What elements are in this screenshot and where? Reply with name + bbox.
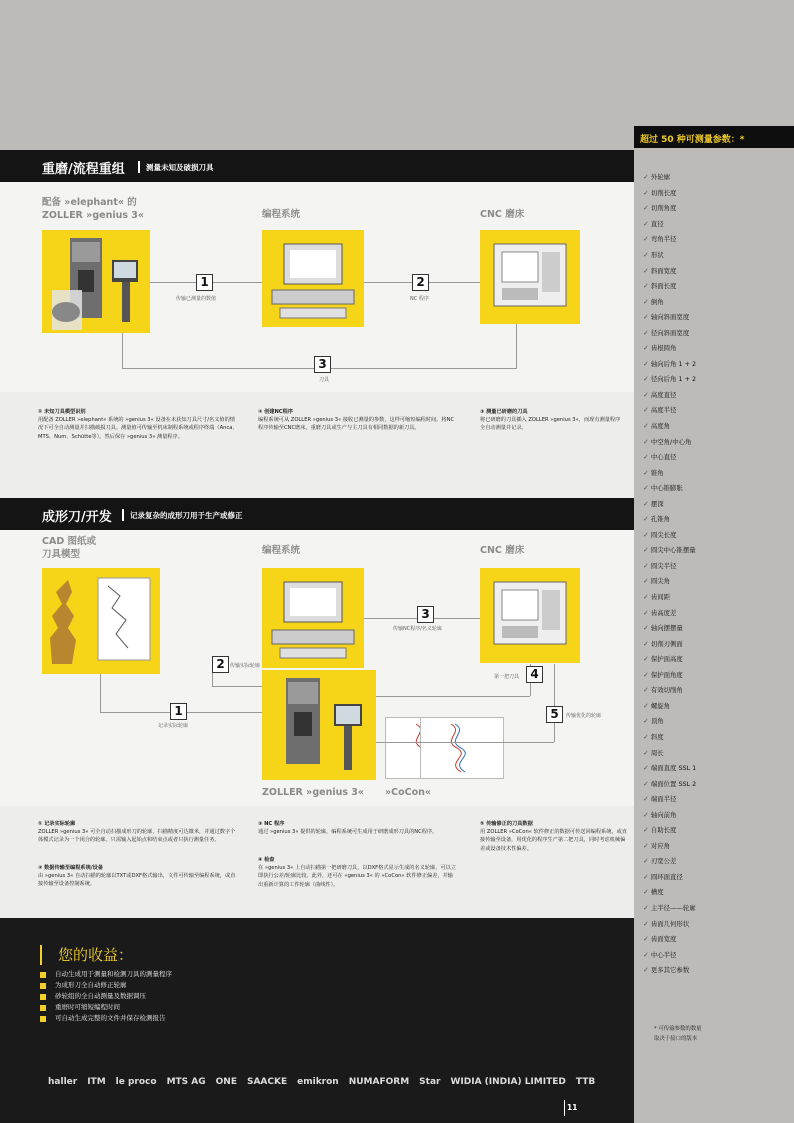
parameter-label: 圆尖角 <box>650 577 671 586</box>
parameter-item <box>643 357 791 373</box>
parameter-item <box>643 574 791 590</box>
parameter-item <box>643 450 791 466</box>
benefits <box>40 945 600 1024</box>
section2-note-3: ③ NC 程序 通过 »genius 3« 提供的轮廓，编程系统可生成用于研磨成形刀具的NC程序。 <box>258 821 438 836</box>
check-icon: ✓ <box>643 188 649 197</box>
s2-step5-number: 5 <box>546 706 563 723</box>
check-icon: ✓ <box>643 950 649 959</box>
parameter-label: 轴向摆摆量 <box>650 624 683 633</box>
check-icon: ✓ <box>643 375 649 384</box>
benefit-text: 砂轮组的全自动测量及数据调压 <box>55 992 146 1000</box>
bullet-square-icon <box>40 972 46 978</box>
bullet-square-icon <box>40 1016 46 1022</box>
benefit-item <box>40 1013 600 1024</box>
parameter-item <box>643 901 791 917</box>
bullet-square-icon <box>40 1005 46 1011</box>
parameter-label: 中空角/中心角 <box>650 437 692 446</box>
sidebar-footnote: * 可传输参数的数量 取决于接口的版本 <box>654 1026 702 1042</box>
label-cad: CAD 图纸或 刀具模型 <box>42 536 97 560</box>
check-icon: ✓ <box>643 624 649 633</box>
parameter-label: 外轮廓 <box>650 173 671 182</box>
parameter-item <box>643 807 791 823</box>
parameter-label: 圆尖半径 <box>650 561 677 570</box>
parameter-label: 槽度 <box>650 888 664 897</box>
label-cnc: CNC 磨床 <box>480 209 525 220</box>
section2-note-4: ④ 检查 在 »genius 3« 上自动扫描第一把研磨刀具，以DXF格式显示生成的名义轮廓，可以立即执行公差/轮廓比较。此外，还可在 »genius 3« 的 »CoCon« 软件修正偏差，并输出重新计算的工件轮廓（曲线性）。 <box>258 857 456 888</box>
parameter-label: 更多其它参数 <box>650 966 690 975</box>
parameter-item <box>643 745 791 761</box>
parameter-item <box>643 248 791 264</box>
parameter-label: 高度半径 <box>650 406 677 415</box>
parameter-label: 对应角 <box>650 841 671 850</box>
check-icon: ✓ <box>643 888 649 897</box>
section2-note-2: ② 数据传输至编程系统/设备 由 »genius 3« 自动扫描的轮廓以TXT或DXF格式输出，文件可传输至编程系统，或直接传输至设备控制系统。 <box>38 865 236 888</box>
parameter-label: 中心锥膨胀 <box>650 484 683 493</box>
parameter-item <box>643 652 791 668</box>
parameter-item <box>643 372 791 388</box>
check-icon: ✓ <box>643 359 649 368</box>
section2-notes <box>0 806 634 918</box>
check-icon: ✓ <box>643 235 649 244</box>
cocon-screen-right <box>420 717 504 779</box>
step2-number: 2 <box>412 274 429 291</box>
parameter-item <box>643 916 791 932</box>
check-icon: ✓ <box>643 453 649 462</box>
parameter-label: 锥角 <box>650 468 664 477</box>
section1-note-3: ③ 测量已研磨的刀具 将已研磨的刀具插入 ZOLLER »genius 3«，而现有测量程序全自动测量并记录。 <box>480 409 621 432</box>
parameter-label: 斜面宽度 <box>650 266 677 275</box>
partner-logo: WIDIA (INDIA) LIMITED <box>450 1077 566 1087</box>
parameter-label: 端面直度 SSL 1 <box>650 764 697 773</box>
parameter-label: 自助长度 <box>650 826 677 835</box>
parameter-label: 有效切削角 <box>650 686 683 695</box>
check-icon: ✓ <box>643 406 649 415</box>
parameter-label: 端面位置 SSL 2 <box>650 779 697 788</box>
top-gray-area <box>0 0 634 150</box>
parameter-label: 摆深 <box>650 499 664 508</box>
step3-number: 3 <box>314 356 331 373</box>
s2-step1-number: 1 <box>170 703 187 720</box>
check-icon: ✓ <box>643 219 649 228</box>
sidebar-header: 超过 50 种可测量参数：* <box>634 126 794 148</box>
check-icon: ✓ <box>643 639 649 648</box>
zoller-machine-image <box>42 230 150 333</box>
check-icon: ✓ <box>643 437 649 446</box>
parameter-label: 主半径——轮廓 <box>650 903 696 912</box>
parameter-label: 高度角 <box>650 422 671 431</box>
zoller-machine-image-2 <box>262 670 376 780</box>
parameter-label: 齿间距 <box>650 593 671 602</box>
parameter-label: 保护面角度 <box>650 670 683 679</box>
parameter-label: 轴向前角 <box>650 810 677 819</box>
label-zoller-genius: ZOLLER »genius 3« <box>262 787 365 798</box>
parameter-label: 切削角度 <box>650 204 677 213</box>
partner-logos <box>48 1068 608 1096</box>
parameter-label: 直径 <box>650 219 664 228</box>
parameter-item <box>643 823 791 839</box>
programming-system-image <box>262 230 364 327</box>
partner-logo: TTB <box>575 1077 596 1087</box>
parameter-label: 形状 <box>650 251 664 259</box>
check-icon: ✓ <box>643 173 649 182</box>
parameter-item <box>643 714 791 730</box>
check-icon: ✓ <box>643 390 649 399</box>
check-icon: ✓ <box>643 266 649 275</box>
s2-step5-label: 传输优化的轮廓 <box>566 713 602 719</box>
check-icon: ✓ <box>643 826 649 835</box>
parameter-label: 斜面长度 <box>650 282 677 291</box>
parameter-label: 弯角半径 <box>650 235 677 244</box>
benefit-text: 自动生成用于测量和检测刀具的测量程序 <box>55 970 172 978</box>
parameter-item <box>643 388 791 404</box>
label-programming-2: 编程系统 <box>262 545 301 556</box>
section2-diagram <box>0 530 634 806</box>
parameter-item <box>643 294 791 310</box>
label-programming: 编程系统 <box>262 209 301 220</box>
parameter-item <box>643 636 791 652</box>
bullet-square-icon <box>40 983 46 989</box>
benefit-text: 可自动生成完整的文件并保存检测报告 <box>55 1014 166 1022</box>
parameter-label: 齿根圆角 <box>650 344 677 353</box>
check-icon: ✓ <box>643 328 649 337</box>
parameter-label: 齿面宽度 <box>650 935 677 944</box>
check-icon: ✓ <box>643 919 649 928</box>
check-icon: ✓ <box>643 515 649 524</box>
check-icon: ✓ <box>643 732 649 741</box>
partner-logo: le proco <box>115 1077 157 1087</box>
section1-subtitle: 测量未知及破损刀具 <box>146 163 214 172</box>
parameter-item <box>643 543 791 559</box>
parameter-item <box>643 683 791 699</box>
parameter-item <box>643 232 791 248</box>
parameter-item <box>643 263 791 279</box>
cnc-machine-image <box>480 230 580 324</box>
label-zoller-elephant: 配备 »elephant« 的 ZOLLER »genius 3« <box>42 197 145 221</box>
benefit-item <box>40 1002 600 1013</box>
benefit-item <box>40 991 600 1002</box>
parameter-item <box>643 963 791 979</box>
parameter-item <box>643 792 791 808</box>
check-icon: ✓ <box>643 282 649 291</box>
section1-title: 重磨/流程重组 <box>42 162 125 177</box>
parameter-item <box>643 730 791 746</box>
s2-step3-label: 传输NC程序/名义轮廓 <box>393 626 442 632</box>
parameter-label: 保护面高度 <box>650 655 683 664</box>
parameter-item <box>643 559 791 575</box>
check-icon: ✓ <box>643 717 649 726</box>
benefits-title: 您的收益： <box>40 945 600 965</box>
parameter-label: 齿面几何形状 <box>650 919 690 928</box>
partner-logo: ITM <box>87 1077 106 1087</box>
check-icon: ✓ <box>643 422 649 431</box>
parameter-item <box>643 947 791 963</box>
parameter-label: 齿高度差 <box>650 608 677 617</box>
check-icon: ✓ <box>643 966 649 975</box>
s2-step2-number: 2 <box>212 656 229 673</box>
s2-step4-label: 第一把刀具 <box>494 674 520 680</box>
check-icon: ✓ <box>643 593 649 602</box>
parameter-label: 中心半径 <box>650 950 677 959</box>
parameter-label: 周长 <box>650 748 664 757</box>
step1-label: 传输已测量的数值 <box>176 296 217 302</box>
check-icon: ✓ <box>643 499 649 508</box>
parameter-item <box>643 776 791 792</box>
parameter-item <box>643 512 791 528</box>
parameter-label: 径向后角 1 + 2 <box>650 375 697 384</box>
check-icon: ✓ <box>643 608 649 617</box>
check-icon: ✓ <box>643 530 649 539</box>
parameter-item <box>643 465 791 481</box>
parameter-label: 刃宽公差 <box>650 857 677 866</box>
parameter-label: 圆尖中心锥摆量 <box>650 546 696 555</box>
parameter-item <box>643 761 791 777</box>
check-icon: ✓ <box>643 313 649 322</box>
check-icon: ✓ <box>643 468 649 477</box>
benefit-item <box>40 980 600 991</box>
step3-label: 刀具 <box>319 377 330 383</box>
parameter-item <box>643 325 791 341</box>
parameter-item <box>643 201 791 217</box>
check-icon: ✓ <box>643 251 649 259</box>
label-cnc-2: CNC 磨床 <box>480 545 525 556</box>
parameter-item <box>643 434 791 450</box>
bullet-square-icon <box>40 994 46 1000</box>
check-icon: ✓ <box>643 577 649 586</box>
parameter-label: 圆环面直径 <box>650 872 683 881</box>
parameter-item <box>643 170 791 186</box>
parameter-label: 径向斜面宽度 <box>650 328 690 337</box>
check-icon: ✓ <box>643 344 649 353</box>
partner-logo: Star <box>419 1077 441 1087</box>
section1-note-1: ① 未知刀具模型识别 用配备 ZOLLER »elephant« 系统的 »genius 3« 设备在未获知刀具尺寸/名义值的情况下可全自动测量并扫描破损刀具。测量值可传输至机床制程系统或程序终端（Anca、MTS、Num、Schütte等）。然后保存 »genius 3« 测量程序。 <box>38 409 238 440</box>
section1-band <box>0 150 634 182</box>
check-icon: ✓ <box>643 779 649 788</box>
check-icon: ✓ <box>643 903 649 912</box>
section2-title: 成形刀/开发 <box>42 510 112 525</box>
parameter-item <box>643 186 791 202</box>
step1-number: 1 <box>196 274 213 291</box>
parameter-item <box>643 839 791 855</box>
section2-note-5: ⑤ 传输修正的刀具数据 用 ZOLLER »CoCon« 软件修正的数据可传送回编程系统，或直接传输至设备，用优化的程序生产第二把刀具，同时考虑机械偏差或设备技术性偏差。 <box>480 821 627 852</box>
parameter-item <box>643 496 791 512</box>
parameter-label: 倒角 <box>650 297 664 306</box>
parameter-item <box>643 310 791 326</box>
benefit-item <box>40 969 600 980</box>
partner-logo: MTS AG <box>166 1077 206 1087</box>
s2-step3-number: 3 <box>417 606 434 623</box>
parameter-label: 斜度 <box>650 732 664 741</box>
parameter-label: 螺旋角 <box>650 701 671 710</box>
programming-system-image-2 <box>262 568 364 668</box>
section1-note-2: ② 创建NC程序 编程系统可从 ZOLLER »genius 3« 接收已测量的参数，这样可缩短编程时间。将NC程序传输至CNC磨床，重磨刀具或生产与主刀具有相同数据的新刀具。 <box>258 409 455 432</box>
parameter-label: 轴向后角 1 + 2 <box>650 359 697 368</box>
check-icon: ✓ <box>643 857 649 866</box>
benefit-text: 重磨时可缩短编程时间 <box>55 1003 120 1011</box>
check-icon: ✓ <box>643 484 649 493</box>
parameter-label: 端面半径 <box>650 795 677 804</box>
parameter-label: 切削刃侧面 <box>650 639 683 648</box>
parameter-item <box>643 590 791 606</box>
parameter-label: 圆尖长度 <box>650 530 677 539</box>
parameter-item <box>643 528 791 544</box>
check-icon: ✓ <box>643 935 649 944</box>
check-icon: ✓ <box>643 764 649 773</box>
parameter-item <box>643 481 791 497</box>
parameter-label: 高度直径 <box>650 390 677 399</box>
partner-logo: SAACKE <box>246 1077 288 1087</box>
check-icon: ✓ <box>643 841 649 850</box>
parameter-label: 切削长度 <box>650 188 677 197</box>
section1-diagram <box>0 182 634 392</box>
parameter-item <box>643 621 791 637</box>
check-icon: ✓ <box>643 655 649 664</box>
check-icon: ✓ <box>643 686 649 695</box>
section2-note-1: ① 记录实际轮廓 ZOLLER »genius 3« 可全自动扫描成形刀的轮廓，扫描精度可达微米，并通过数字个体模式记录为一个闭合的轮廓。只需输入起始点和结束点或者只执行测量任务。 <box>38 821 236 844</box>
cad-model-image <box>42 568 160 674</box>
parameter-item <box>643 885 791 901</box>
page-number: 11 <box>564 1100 577 1116</box>
check-icon: ✓ <box>643 561 649 570</box>
parameter-label: 轴向斜面宽度 <box>650 313 690 322</box>
partner-logo: NUMAFORM <box>348 1077 410 1087</box>
cnc-machine-image-2 <box>480 568 580 663</box>
parameter-item <box>643 870 791 886</box>
check-icon: ✓ <box>643 546 649 555</box>
section2-band <box>0 498 634 530</box>
parameter-item <box>643 341 791 357</box>
check-icon: ✓ <box>643 795 649 804</box>
check-icon: ✓ <box>643 204 649 213</box>
step2-label: NC 程序 <box>410 296 429 302</box>
partner-logo: ONE <box>215 1077 237 1087</box>
s2-step4-number: 4 <box>526 666 543 683</box>
parameter-item <box>643 419 791 435</box>
check-icon: ✓ <box>643 297 649 306</box>
check-icon: ✓ <box>643 701 649 710</box>
s2-step1-label: 记录实际轮廓 <box>158 723 189 729</box>
parameter-label: 孔锥角 <box>650 515 671 524</box>
s2-step2-label: 传输实际轮廓 <box>230 663 261 669</box>
partner-logo: haller <box>48 1077 78 1087</box>
parameter-label: 顶角 <box>650 717 664 726</box>
check-icon: ✓ <box>643 670 649 679</box>
parameter-item <box>643 403 791 419</box>
parameter-item <box>643 699 791 715</box>
parameter-item <box>643 932 791 948</box>
check-icon: ✓ <box>643 872 649 881</box>
parameter-item <box>643 668 791 684</box>
parameter-item <box>643 605 791 621</box>
parameter-item <box>643 854 791 870</box>
label-cocon: »CoCon« <box>385 787 432 798</box>
partner-logo: emikron <box>297 1077 339 1087</box>
benefit-text: 为成形刀全自动修正轮廓 <box>55 981 127 989</box>
parameter-item <box>643 279 791 295</box>
parameter-item <box>643 217 791 233</box>
check-icon: ✓ <box>643 748 649 757</box>
section2-subtitle: 记录复杂的成形刀用于生产或修正 <box>130 511 243 520</box>
section1-notes <box>0 392 634 498</box>
check-icon: ✓ <box>643 810 649 819</box>
parameter-label: 中心直径 <box>650 453 677 462</box>
parameter-list <box>643 170 791 978</box>
